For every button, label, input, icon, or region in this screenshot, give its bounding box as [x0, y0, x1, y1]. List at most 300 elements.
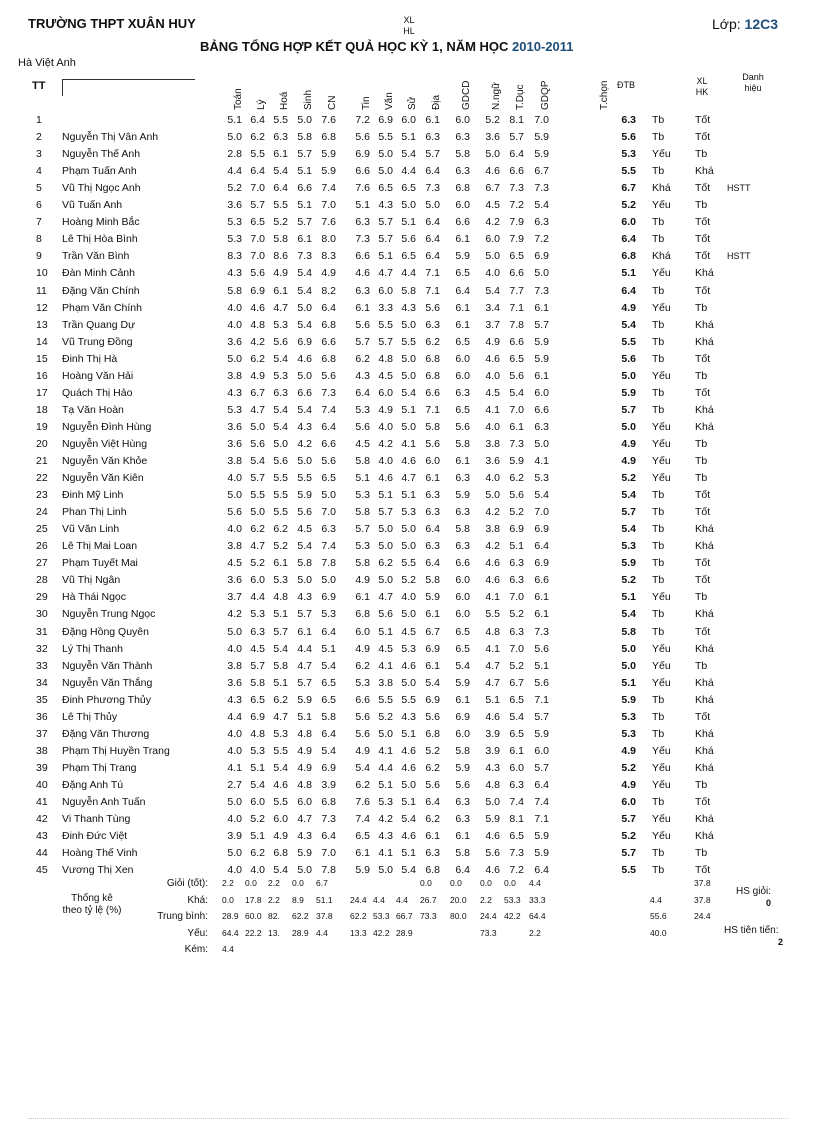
score-cell: 4.1 [401, 437, 416, 450]
score-cell: 4.9 [355, 642, 370, 655]
score-cell: 4.6 [485, 710, 500, 723]
table-row [0, 523, 816, 540]
academic-rank: Tb [652, 284, 665, 297]
score-cell: 3.6 [227, 199, 242, 212]
score-cell: 5.3 [355, 403, 370, 416]
score-cell: 7.4 [321, 182, 336, 195]
subject-header [320, 74, 338, 110]
score-cell: 7.1 [425, 284, 440, 297]
score-cell: 5.8 [455, 523, 470, 536]
score-cell: 6.9 [425, 642, 440, 655]
score-cell: 5.0 [297, 455, 312, 467]
score-cell: 6.6 [355, 165, 370, 178]
stats-cell: 2.2 [480, 894, 492, 905]
row-number: 13 [36, 318, 48, 331]
table-row [0, 199, 816, 216]
table-row [0, 455, 816, 472]
score-cell: 6.2 [250, 352, 265, 365]
score-cell: 3.7 [485, 318, 500, 331]
score-cell: 6.5 [455, 625, 470, 638]
score-cell: 4.1 [378, 744, 393, 757]
score-cell: 5.8 [455, 847, 470, 860]
score-cell: 4.9 [378, 403, 393, 416]
score-cell: 7.4 [534, 796, 549, 808]
academic-rank: Yếu [652, 642, 671, 655]
academic-rank: Tb [652, 318, 665, 331]
table-row [0, 216, 816, 233]
score-cell: 4.0 [250, 864, 265, 877]
score-cell: 6.0 [401, 114, 416, 126]
score-cell: 5.6 [355, 727, 370, 740]
conduct-rank: Tốt [695, 710, 711, 723]
score-cell: 4.8 [250, 318, 265, 331]
score-cell: 5.9 [455, 761, 470, 774]
score-cell: 6.2 [509, 472, 524, 485]
score-cell: 5.7 [355, 335, 370, 348]
subject-header-label: Toán [233, 88, 244, 110]
score-cell: 6.3 [455, 796, 470, 808]
score-cell: 5.1 [378, 625, 393, 638]
score-cell: 5.4 [273, 165, 288, 178]
score-cell: 5.1 [378, 250, 393, 263]
score-cell: 4.4 [250, 591, 265, 604]
score-cell: 6.8 [321, 796, 336, 808]
stats-cell: 0.0 [245, 878, 257, 888]
score-cell: 5.5 [401, 693, 416, 706]
subject-header [400, 74, 418, 110]
student-name: Đinh Phương Thủy [62, 693, 152, 706]
table-row [0, 302, 816, 319]
average-score: 6.0 [621, 796, 636, 808]
score-cell: 5.0 [378, 148, 393, 161]
row-number: 2 [36, 131, 42, 144]
stats-cell: 66.7 [396, 911, 413, 921]
score-cell: 6.5 [455, 267, 470, 280]
score-cell: 5.4 [297, 540, 312, 553]
stats-cell: 2.2 [268, 894, 280, 905]
student-name: Phạm Tuyết Mai [62, 557, 138, 570]
score-cell: 5.1 [401, 403, 416, 416]
academic-rank: Yếu [652, 659, 671, 672]
teacher-name: Hà Việt Anh [18, 57, 76, 69]
score-cell: 7.3 [534, 284, 549, 297]
class-label-text: Lớp: [712, 16, 745, 32]
academic-rank: Yếu [652, 455, 671, 467]
score-cell: 5.6 [250, 267, 265, 280]
score-cell: 6.1 [509, 744, 524, 757]
academic-rank: Tb [652, 574, 665, 587]
score-cell: 5.8 [425, 574, 440, 587]
score-cell: 4.1 [485, 403, 500, 416]
score-cell: 6.0 [509, 761, 524, 774]
table-row [0, 114, 816, 131]
score-cell: 4.3 [355, 369, 370, 382]
score-cell: 4.6 [378, 472, 393, 485]
row-number: 1 [36, 114, 42, 126]
score-cell: 6.6 [321, 437, 336, 450]
academic-rank: Yếu [652, 778, 671, 791]
average-score: 6.4 [621, 233, 636, 246]
academic-rank: Yếu [652, 301, 671, 314]
score-cell: 6.4 [321, 830, 336, 843]
score-cell: 6.8 [321, 318, 336, 331]
conduct-rank: Tốt [695, 233, 711, 246]
score-cell: 6.1 [355, 591, 370, 604]
score-cell: 6.3 [425, 506, 440, 519]
score-cell: 5.0 [227, 625, 242, 638]
score-cell: 5.4 [273, 420, 288, 433]
average-score: 5.3 [621, 540, 636, 553]
row-number: 31 [36, 625, 48, 638]
score-cell: 5.1 [355, 472, 370, 485]
score-cell: 3.9 [485, 727, 500, 740]
score-cell: 4.6 [485, 352, 500, 365]
score-cell: 4.7 [378, 267, 393, 280]
title-award: HSTT [727, 251, 751, 262]
academic-rank: Tb [652, 523, 665, 536]
score-cell: 4.9 [273, 830, 288, 843]
academic-rank: Tb [652, 506, 665, 519]
score-cell: 5.9 [534, 352, 549, 365]
score-cell: 6.1 [425, 114, 440, 126]
score-cell: 5.0 [401, 199, 416, 212]
academic-rank: Yếu [652, 267, 671, 280]
xl-label: XL [403, 15, 415, 25]
title-main: BẢNG TỔNG HỢP KẾT QUẢ HỌC KỲ 1, NĂM HỌC [200, 39, 513, 54]
xl-hl-label [402, 15, 416, 37]
student-name: Phạm Tuấn Anh [62, 165, 137, 178]
score-cell: 5.9 [455, 489, 470, 502]
score-cell: 6.1 [297, 233, 312, 246]
table-row [0, 438, 816, 455]
average-score: 5.9 [621, 386, 636, 399]
academic-rank: Tb [652, 114, 665, 126]
table-row [0, 353, 816, 370]
conduct-rank: Tốt [695, 864, 711, 877]
score-cell: 6.6 [509, 335, 524, 348]
row-number: 21 [36, 455, 48, 467]
academic-rank: Tb [652, 864, 665, 877]
score-cell: 6.3 [455, 131, 470, 144]
score-cell: 5.3 [355, 676, 370, 689]
student-name: Vi Thanh Tùng [62, 813, 131, 826]
score-cell: 6.2 [425, 761, 440, 774]
score-cell: 6.3 [425, 540, 440, 553]
score-cell: 6.6 [534, 574, 549, 587]
score-cell: 5.6 [355, 318, 370, 331]
table-row [0, 796, 816, 813]
academic-rank: Tb [652, 625, 665, 638]
score-cell: 4.3 [297, 591, 312, 604]
conduct-rank: Tb [695, 778, 708, 791]
academic-rank: Khá [652, 182, 671, 195]
stats-cell: 2.2 [268, 878, 280, 888]
score-cell: 3.6 [227, 420, 242, 433]
score-cell: 6.3 [425, 847, 440, 860]
academic-rank: Yếu [652, 830, 671, 843]
subject-header [424, 74, 442, 110]
score-cell: 3.8 [227, 659, 242, 672]
conduct-rank: Khá [695, 335, 714, 348]
student-name: Nguyễn Trung Ngọc [62, 608, 156, 621]
score-cell: 5.0 [297, 114, 312, 126]
score-cell: 4.8 [250, 727, 265, 740]
average-score: 5.1 [621, 591, 636, 604]
table-row [0, 233, 816, 250]
score-cell: 4.4 [378, 761, 393, 774]
score-cell: 6.0 [378, 284, 393, 297]
stats-cell: 53.3 [373, 911, 390, 921]
score-cell: 6.5 [455, 642, 470, 655]
score-cell: 5.7 [250, 659, 265, 672]
score-cell: 5.8 [425, 420, 440, 433]
subject-header [354, 74, 372, 110]
page-title [200, 39, 574, 54]
score-cell: 6.8 [425, 352, 440, 365]
stats-cell: 4.4 [222, 944, 234, 954]
score-cell: 7.2 [509, 864, 524, 877]
conduct-rank: Khá [695, 642, 714, 655]
conduct-rank: Tốt [695, 250, 711, 263]
score-cell: 4.6 [250, 301, 265, 314]
score-cell: 5.0 [227, 352, 242, 365]
score-cell: 4.8 [297, 778, 312, 791]
table-row [0, 608, 816, 625]
score-cell: 6.5 [321, 693, 336, 706]
average-score: 5.4 [621, 523, 636, 536]
student-name: Hoàng Minh Bắc [62, 216, 140, 229]
score-cell: 5.4 [355, 761, 370, 774]
row-number: 33 [36, 659, 48, 672]
score-cell: 5.5 [273, 796, 288, 808]
academic-rank: Tb [652, 165, 665, 178]
conduct-rank: Khá [695, 403, 714, 416]
score-cell: 5.2 [401, 574, 416, 587]
average-score: 6.7 [621, 182, 636, 195]
stats-cell: 26.7 [420, 894, 437, 905]
score-cell: 5.9 [534, 727, 549, 740]
score-cell: 5.0 [534, 267, 549, 280]
score-cell: 4.5 [297, 523, 312, 536]
score-cell: 7.0 [321, 847, 336, 860]
score-cell: 7.4 [355, 813, 370, 826]
score-cell: 5.6 [455, 778, 470, 791]
hl-label: HL [403, 26, 415, 36]
score-cell: 6.1 [534, 301, 549, 314]
score-cell: 5.6 [273, 335, 288, 348]
conduct-rank: Tb [695, 369, 708, 382]
score-cell: 6.0 [273, 813, 288, 826]
score-cell: 5.0 [485, 796, 500, 808]
score-cell: 6.5 [378, 182, 393, 195]
academic-rank: Yếu [652, 437, 671, 450]
score-cell: 4.6 [401, 455, 416, 467]
conduct-rank: Tốt [695, 352, 711, 365]
conduct-rank: Tốt [695, 114, 711, 126]
academic-rank: Yếu [652, 369, 671, 382]
title-year: 2010-2011 [512, 39, 574, 54]
conduct-rank: Tốt [695, 574, 711, 587]
score-cell: 6.8 [321, 352, 336, 365]
score-cell: 5.4 [425, 676, 440, 689]
score-cell: 5.7 [425, 148, 440, 161]
score-cell: 4.0 [485, 369, 500, 382]
conduct-rank: Tốt [695, 796, 711, 808]
score-cell: 4.5 [250, 642, 265, 655]
class-value: 12C3 [744, 16, 779, 32]
row-number: 37 [36, 727, 48, 740]
stats-hk: 24.4 [694, 911, 711, 921]
average-score: 5.6 [621, 352, 636, 365]
score-cell: 5.4 [250, 455, 265, 467]
score-cell: 6.1 [534, 591, 549, 604]
score-cell: 7.1 [425, 403, 440, 416]
stats-cell: 8.9 [292, 894, 304, 905]
score-cell: 3.8 [227, 455, 242, 467]
average-score: 5.5 [621, 165, 636, 178]
table-row [0, 165, 816, 182]
score-cell: 5.6 [273, 455, 288, 467]
score-cell: 6.1 [534, 369, 549, 382]
student-name: Đinh Thị Hà [62, 352, 118, 365]
conduct-rank: Khá [695, 165, 714, 178]
average-score: 4.9 [621, 301, 636, 314]
score-cell: 5.3 [250, 744, 265, 757]
conduct-rank: Tb [695, 199, 708, 212]
score-cell: 6.6 [425, 386, 440, 399]
row-number: 7 [36, 216, 42, 229]
score-cell: 6.4 [321, 727, 336, 740]
score-cell: 5.9 [509, 455, 524, 467]
score-cell: 4.2 [378, 437, 393, 450]
score-cell: 4.4 [401, 165, 416, 178]
score-cell: 5.3 [227, 216, 242, 229]
score-cell: 5.1 [509, 540, 524, 553]
score-cell: 4.5 [355, 437, 370, 450]
danh-header: Danh [742, 72, 764, 82]
score-cell: 4.8 [485, 625, 500, 638]
score-cell: 7.3 [509, 847, 524, 860]
score-cell: 5.9 [321, 148, 336, 161]
stats-cell: 6.7 [316, 878, 328, 888]
stats-cell: 13.3 [350, 927, 367, 938]
footer-divider [28, 1118, 788, 1119]
subject-header [296, 74, 314, 110]
student-name: Đinh Đức Việt [62, 830, 128, 843]
row-number: 38 [36, 744, 48, 757]
score-cell: 5.0 [227, 489, 242, 502]
student-name: Vũ Thị Ngân [62, 574, 121, 587]
academic-rank: Yếu [652, 744, 671, 757]
table-row [0, 830, 816, 847]
score-cell: 5.9 [425, 591, 440, 604]
score-cell: 6.4 [534, 864, 549, 877]
score-cell: 4.0 [227, 744, 242, 757]
score-cell: 5.0 [378, 523, 393, 536]
stats-cell: 73.3 [480, 927, 497, 938]
score-cell: 6.2 [250, 131, 265, 144]
score-cell: 3.8 [227, 369, 242, 382]
score-cell: 6.7 [485, 182, 500, 195]
score-cell: 5.2 [273, 216, 288, 229]
score-cell: 6.6 [509, 165, 524, 178]
stats-cell: 73.3 [420, 911, 437, 921]
average-score: 5.5 [621, 335, 636, 348]
score-cell: 5.8 [355, 455, 370, 467]
average-score: 5.0 [621, 659, 636, 672]
score-cell: 5.6 [401, 233, 416, 246]
score-cell: 4.4 [401, 267, 416, 280]
score-cell: 6.8 [425, 727, 440, 740]
average-score: 4.9 [621, 455, 636, 467]
subject-header-label: GDQP [540, 80, 551, 110]
table-row [0, 387, 816, 404]
stats-cell: 2.2 [529, 927, 541, 938]
stats-cell: 42.2 [504, 911, 521, 921]
row-number: 19 [36, 420, 48, 433]
subject-header [508, 74, 526, 110]
table-row [0, 148, 816, 165]
student-name: Trần Văn Bình [62, 250, 130, 263]
score-cell: 5.0 [401, 540, 416, 553]
table-row [0, 660, 816, 677]
score-cell: 5.3 [534, 472, 549, 485]
average-score: 5.4 [621, 489, 636, 502]
score-cell: 4.7 [378, 591, 393, 604]
average-score: 4.9 [621, 744, 636, 757]
class-label [712, 16, 778, 32]
score-cell: 7.3 [425, 182, 440, 195]
score-cell: 6.6 [455, 557, 470, 570]
score-cell: 5.9 [297, 847, 312, 860]
score-cell: 5.1 [378, 778, 393, 791]
row-number: 5 [36, 182, 42, 195]
score-cell: 4.6 [401, 830, 416, 843]
score-cell: 4.8 [378, 352, 393, 365]
table-row [0, 182, 816, 199]
academic-rank: Tb [652, 352, 665, 365]
score-cell: 7.0 [534, 506, 549, 519]
table-row [0, 370, 816, 387]
score-cell: 7.0 [321, 199, 336, 212]
score-cell: 6.6 [321, 335, 336, 348]
score-cell: 4.5 [485, 199, 500, 212]
score-cell: 5.2 [509, 659, 524, 672]
conduct-rank: Tốt [695, 506, 711, 519]
academic-rank: Yếu [652, 148, 671, 161]
score-cell: 6.4 [273, 182, 288, 195]
stats-cell: 62.2 [350, 911, 367, 921]
score-cell: 5.2 [509, 608, 524, 621]
table-row [0, 711, 816, 728]
score-cell: 5.5 [273, 199, 288, 212]
student-name: Đàn Minh Cảnh [62, 267, 135, 280]
row-number: 44 [36, 847, 48, 860]
stats-cell: 51.1 [316, 894, 333, 905]
score-cell: 5.0 [227, 847, 242, 860]
stats-cell: 13. [268, 927, 280, 938]
score-cell: 3.7 [227, 591, 242, 604]
average-score: 5.0 [621, 420, 636, 433]
score-cell: 3.3 [378, 301, 393, 314]
score-cell: 6.4 [425, 233, 440, 246]
score-cell: 4.6 [485, 574, 500, 587]
score-cell: 4.0 [401, 591, 416, 604]
score-cell: 8.0 [321, 233, 336, 246]
score-cell: 6.1 [425, 830, 440, 843]
academic-rank: Tb [652, 847, 665, 860]
score-cell: 5.6 [355, 131, 370, 144]
